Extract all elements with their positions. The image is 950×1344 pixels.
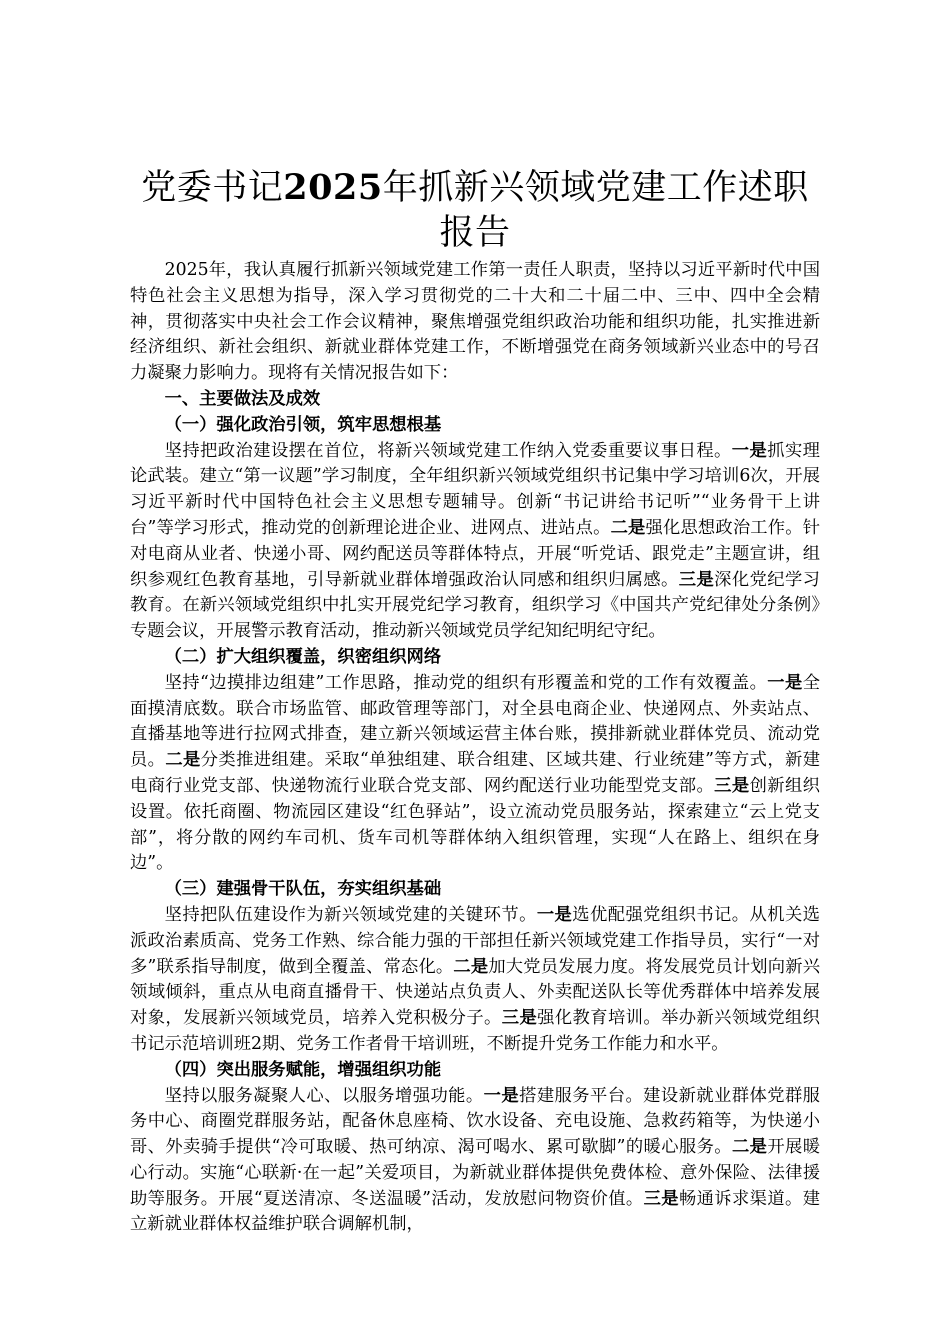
para-text: 抓实理论武装。建立“第一议题”学习制度，全年组织新兴领域党组织书记集中学习培训6次，开展习近平新时代中国特色社会主义思想专题辅导。创新“书记讲给书记听”“业务骨干上讲台”等学习形式，推动党的创新理论进企业、进网点、进站点。 <box>130 440 820 538</box>
subsection-paragraph-3 <box>130 903 820 1058</box>
intro-paragraph: 2025年，我认真履行抓新兴领域党建工作第一责任人职责，坚持以习近平新时代中国特色社会主义思想为指导，深入学习贯彻党的二十大和二十届二中、三中、四中全会精神，贯彻落实中央社会工作会议精神，聚焦增强党组织政治功能和组织功能，扎实推进新经济组织、新社会组织、新就业群体党建工作，不断增强党在商务领域新兴业态中的号召力凝聚力影响力。现将有关情况报告如下： <box>130 260 820 384</box>
subsection-paragraph-1 <box>130 439 820 645</box>
para-text: 创新组织设置。依托商圈、物流园区建设“红色驿站”，设立流动党员服务站，探索建立“云上党支部”，将分散的网约车司机、货车司机等群体纳入组织管理，实现“人在路上、组织在身边”。 <box>130 775 820 874</box>
para-text: 畅通诉求渠道。建立新就业群体权益维护联合调解机制， <box>130 1188 820 1235</box>
point-marker: 一是 <box>536 904 573 925</box>
point-marker: 三是 <box>678 569 715 590</box>
para-text: 坚持“边摸排边组建”工作思路，推动党的组织有形覆盖和党的工作有效覆盖。 <box>164 672 768 693</box>
point-marker: 三是 <box>643 1188 679 1209</box>
para-text: 加大党员发展力度。将发展党员计划向新兴领域倾斜，重点从电商直播骨干、快递站点负责人、外卖配送队长等优秀群体中培养发展对象，发展新兴领域党员，培养入党积极分子。 <box>130 956 820 1029</box>
point-marker: 一是 <box>483 1085 520 1106</box>
para-text: 开展暖心行动。实施“心联新·在一起”关爱项目，为新就业群体提供免费体检、意外保险、法律援助等服务。开展“夏送清凉、冬送温暖”活动，发放慰问物资价值。 <box>130 1137 820 1209</box>
subsection-paragraph-4 <box>130 1084 820 1239</box>
para-text: 搭建服务平台。建设新就业群体党群服务中心、商圈党群服务站，配备休息座椅、饮水设备、充电设施、急救药箱等，为快递小哥、外卖骑手提供“冷可取暖、热可纳凉、渴可喝水、累可歇脚”的暖心服务。 <box>130 1085 820 1158</box>
point-marker: 三是 <box>714 775 750 796</box>
para-text: 选优配强党组织书记。从机关选派政治素质高、党务工作熟、综合能力强的干部担任新兴领域党建工作指导员，实行“一对多”联系指导制度，做到全覆盖、常态化。 <box>130 904 820 977</box>
subsection-paragraph-2 <box>130 671 820 877</box>
point-marker: 二是 <box>731 1137 768 1158</box>
para-text: 强化教育培训。举办新兴领域党组织书记示范培训班2期、党务工作者骨干培训班，不断提升党务工作能力和水平。 <box>130 1008 820 1054</box>
point-marker: 一是 <box>767 672 803 693</box>
para-text: 深化党纪学习教育。在新兴领域党组织中扎实开展党纪学习教育，组织学习《中国共产党纪律处分条例》专题会议，开展警示教育活动，推动新兴领域党员学纪知纪明纪守纪。 <box>130 569 820 642</box>
title-year: 2025 <box>283 167 383 208</box>
document-title <box>130 165 820 256</box>
para-text: 全面摸清底数。联合市场监管、邮政管理等部门，对全县电商企业、快递网点、外卖站点、直播基地等进行拉网式排查，建立新兴领域运营主体台账，摸排新就业群体党员、流动党员。 <box>130 672 820 771</box>
point-marker: 二是 <box>453 956 489 977</box>
subsection-heading-3: （三）建强骨干队伍，夯实组织基础 <box>164 879 442 900</box>
point-marker: 二是 <box>165 750 201 771</box>
para-text: 强化思想政治工作。针对电商从业者、快递小哥、网约配送员等群体特点，开展“听党话、跟党走”主题宣讲，组织参观红色教育基地，引导新就业群体增强政治认同感和组织归属感。 <box>130 517 820 590</box>
para-text: 分类推进组建。采取“单独组建、联合组建、区域共建、行业统建”等方式，新建电商行业党支部、快递物流行业联合党支部、网约配送行业功能型党支部。 <box>130 750 820 796</box>
point-marker: 一是 <box>731 440 768 461</box>
point-marker: 二是 <box>610 517 646 538</box>
para-text: 坚持以服务凝聚人心、以服务增强功能。 <box>164 1085 484 1106</box>
section-heading-main: 一、主要做法及成效 <box>164 388 321 409</box>
document-page <box>130 165 820 1238</box>
subsection-heading-2: （二）扩大组织覆盖，织密组织网络 <box>164 646 442 667</box>
title-post: 年抓新兴领域党建工作述职报告 <box>382 168 809 253</box>
subsection-heading-4: （四）突出服务赋能，增强组织功能 <box>164 1059 442 1080</box>
subsection-heading-1: （一）强化政治引领，筑牢思想根基 <box>164 414 442 435</box>
para-text: 坚持把政治建设摆在首位，将新兴领域党建工作纳入党委重要议事日程。 <box>164 440 732 461</box>
point-marker: 三是 <box>501 1008 538 1029</box>
title-pre: 党委书记 <box>141 168 284 208</box>
para-text: 坚持把队伍建设作为新兴领域党建的关键环节。 <box>164 904 537 925</box>
